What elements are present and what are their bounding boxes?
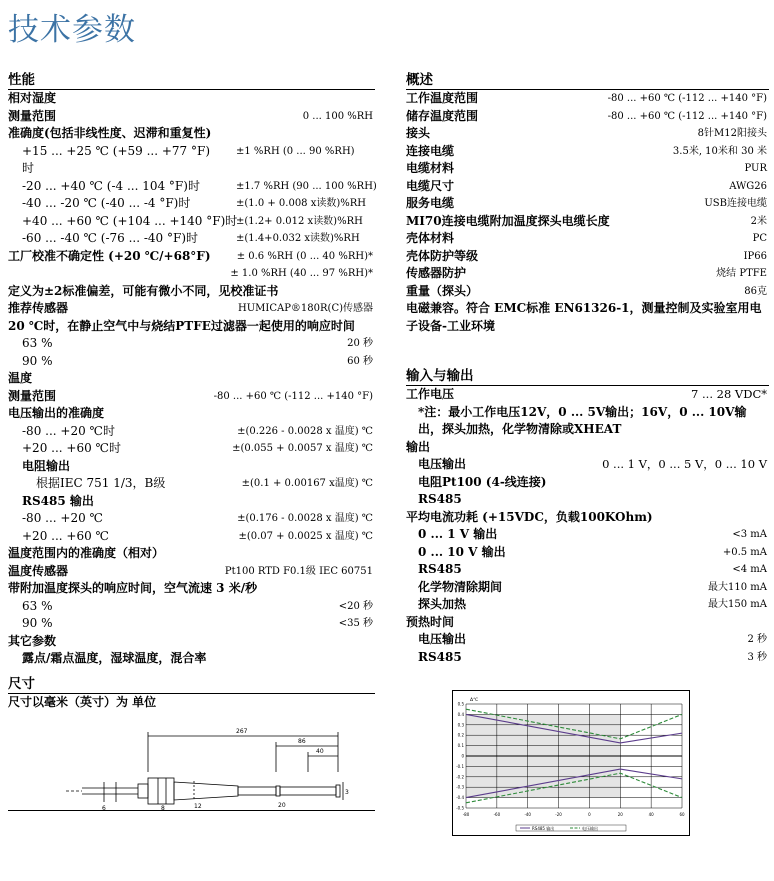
overview-row-label: 服务电缆 [406, 196, 455, 210]
rs-row-value: ±(0.07 + 0.0025 x 温度) ℃ [238, 530, 373, 542]
volt-out-value: 0 ... 1 V，0 ... 5 V，0 ... 10 V [602, 457, 767, 471]
rh-range-value: 0 ... 100 %RH [302, 110, 373, 122]
overview-row [406, 213, 769, 231]
overview-row-label: MI70连接电缆附加温度探头电缆长度 [406, 213, 610, 228]
factory-value-1: ± 0.6 %RH (0 ... 40 %RH)* [236, 250, 373, 262]
overview-row [406, 108, 769, 126]
rh-range-label: 测量范围 [8, 108, 57, 123]
emc-note: 电磁兼容。符合 EMC标准 EN61326-1，测量控制及实验室用电子设备-工业环境 [406, 301, 762, 333]
volt-row-label: -80 ... +20 ℃时 [22, 423, 115, 438]
chart-y-tick: 0 [461, 753, 464, 759]
overview-row-value: IP66 [743, 250, 767, 262]
power-row-value: +0.5 mA [722, 546, 767, 558]
overview-row-value: PUR [744, 163, 767, 174]
chart-y-tick: -0.5 [456, 805, 464, 811]
res-out-label: 电阻输出 [22, 458, 71, 473]
dim-20: 20 [278, 801, 286, 809]
probe-90-value: <35 秒 [338, 618, 373, 629]
dim-267: 267 [236, 727, 248, 735]
warmup-row [406, 631, 769, 649]
overview-row-label: 储存温度范围 [406, 108, 479, 123]
overview-header: 概述 [406, 70, 769, 90]
chart-x-tick: -60 [493, 812, 501, 817]
res-out: 电阻Pt100 (4-线连接) [418, 474, 547, 489]
power-row-label: 0 ... 10 V 输出 [418, 544, 506, 559]
warmup-row-value: 2 秒 [747, 634, 767, 645]
temp-range-label: 测量范围 [8, 388, 57, 403]
warmup-label: 预热时间 [406, 614, 455, 629]
overview-row [406, 230, 769, 248]
performance-section [8, 70, 375, 668]
response-label: 20 ℃时，在静止空气中与烧结PTFE过滤器一起使用的响应时间 [8, 318, 355, 333]
chart-y-tick: -0.3 [456, 784, 464, 790]
overview-row [406, 125, 769, 143]
chart-y-tick: 0.5 [457, 701, 464, 707]
chart-x-tick: 0 [588, 812, 591, 817]
accuracy-row-value: ±(1.2+ 0.012 x读数)%RH [236, 215, 363, 227]
power-row [406, 579, 769, 597]
accuracy-chart [452, 690, 690, 836]
overview-row [406, 160, 769, 178]
overview-row-value: 2米 [750, 215, 767, 227]
temp-sensor-value: Pt100 RTD F0.1级 IEC 60751 [224, 565, 373, 577]
volt-row [8, 423, 375, 441]
overview-section [406, 70, 769, 335]
power-row-value: 最大150 mA [708, 599, 767, 610]
resp-90-value: 60 秒 [347, 355, 373, 367]
overview-row [406, 195, 769, 213]
accuracy-row-value: ±(1.4+0.032 x读数)%RH [236, 233, 360, 244]
dimensions-section [8, 674, 375, 811]
chart-x-tick: 60 [679, 812, 685, 817]
volt-out-label: 电压输出 [418, 457, 467, 471]
overview-row-label: 工作温度范围 [406, 91, 479, 105]
accuracy-label: 准确度(包括非线性度、迟滞和重复性) [8, 126, 212, 140]
factory-value-2: ± 1.0 %RH (40 ... 97 %RH)* [230, 268, 373, 279]
res-row-label: 根据IEC 751 1/3，B级 [36, 476, 166, 490]
chart-ylabel: Δ℃ [470, 698, 479, 703]
probe-63-value: <20 秒 [338, 600, 373, 612]
overview-row [406, 143, 769, 161]
resp-90-label: 90 % [22, 353, 53, 368]
overview-row [406, 283, 769, 301]
power-row-value: 最大110 mA [708, 581, 767, 593]
overview-row-label: 壳体防护等级 [406, 248, 479, 263]
overview-row [406, 90, 769, 108]
overview-row-label: 重量（探头） [406, 283, 479, 298]
other-label: 其它参数 [8, 633, 57, 648]
rs485-out: RS485 [418, 492, 462, 506]
dimensions-subtitle: 尺寸以毫米（英寸）为 单位 [8, 695, 157, 709]
sensor-label: 推荐传感器 [8, 301, 69, 315]
temp-range-value: -80 ... +60 ℃ (-112 ... +140 °F) [213, 390, 373, 402]
dimensions-divider [8, 810, 375, 811]
volt-acc-label: 电压输出的准确度 [8, 406, 105, 420]
overview-row-value: 8针M12阳接头 [697, 128, 767, 139]
warmup-row [406, 649, 769, 667]
power-row-label: 化学物清除期间 [418, 579, 503, 594]
overview-row-label: 连接电缆 [406, 143, 455, 158]
overview-row-label: 电缆尺寸 [406, 178, 455, 193]
dim-6: 6 [102, 804, 106, 812]
overview-row [406, 265, 769, 283]
overview-row-value: USB连接电缆 [704, 198, 767, 209]
chart-y-tick: 0.3 [457, 722, 464, 728]
rs-row-label: +20 ... +60 ℃ [22, 528, 109, 543]
chart-x-tick: 40 [648, 812, 654, 817]
chart-y-tick: 0.4 [457, 711, 464, 717]
chart-y-tick: 0.1 [457, 743, 464, 749]
overview-row-label: 接头 [406, 126, 431, 140]
volt-row-label: +20 ... +60 ℃时 [22, 441, 121, 455]
accuracy-row-label: +40 ... +60 ℃ (+104 ... +140 °F)时 [22, 213, 238, 228]
dim-40: 40 [316, 747, 324, 755]
temp-sensor-label: 温度传感器 [8, 563, 69, 578]
sensor-value: HUMICAP®180R(C)传感器 [237, 303, 373, 314]
overview-row-label: 电缆材料 [406, 161, 455, 175]
rs-row [8, 510, 375, 528]
resp-63-value: 20 秒 [347, 338, 373, 349]
overview-row-value: PC [752, 233, 767, 244]
power-row [406, 544, 769, 562]
power-row [406, 561, 769, 579]
dim-12: 12 [194, 802, 202, 810]
overview-row-label: 壳体材料 [406, 231, 455, 245]
temp-heading: 温度 [8, 371, 33, 385]
overview-row-value: -80 ... +60 ℃ (-112 ... +140 °F) [607, 110, 767, 122]
dimension-drawing [8, 712, 375, 812]
factory-label: 工厂校准不确定性 (+20 ℃/+68°F) [8, 248, 211, 263]
accuracy-row [8, 195, 375, 213]
accuracy-row-value: ±1 %RH (0 ... 90 %RH) [236, 145, 355, 157]
warmup-row-label: RS485 [418, 649, 462, 664]
rs485-label: RS485 输出 [22, 493, 94, 508]
overview-row-value: -80 ... +60 ℃ (-112 ... +140 °F) [607, 93, 767, 104]
chart-x-tick: -80 [462, 812, 470, 817]
accuracy-row-label: -40 ... -20 ℃ (-40 ... -4 °F)时 [22, 196, 191, 210]
accuracy-row-value: ±(1.0 + 0.008 x读数)%RH [236, 198, 367, 209]
volt-row-value: ±(0.055 + 0.0057 x 温度) ℃ [232, 443, 373, 454]
accuracy-row-label: 时 [22, 161, 35, 175]
chart-x-tick: -20 [555, 812, 562, 817]
dim-3: 3 [345, 788, 349, 796]
other-value: 露点/霜点温度，湿球温度，混合率 [22, 651, 207, 665]
rs-row [8, 528, 375, 546]
chart-x-tick: 20 [617, 812, 623, 817]
dim-86: 86 [298, 737, 306, 745]
chart-y-tick: -0.1 [456, 763, 464, 769]
rh-heading: 相对湿度 [8, 91, 57, 105]
voltage-note: *注：最小工作电压12V，0 ... 5V输出；16V，0 ... 10V输出，探头加热，化学物清除或XHEAT [418, 404, 747, 436]
accuracy-row-label: -60 ... -40 ℃ (-76 ... -40 °F)时 [22, 231, 198, 245]
chart-legend-volt: 电压输出 [582, 826, 598, 831]
power-row-label: 探头加热 [418, 597, 467, 611]
chart-legend-rs485: RS485 输出 [532, 826, 555, 831]
power-row [406, 596, 769, 614]
rs-row-label: -80 ... +20 ℃ [22, 511, 103, 525]
overview-row-value: 3.5米, 10米和 30 米 [672, 145, 767, 157]
output-label: 输出 [406, 439, 431, 454]
probe-90-label: 90 % [22, 616, 53, 630]
page-title: 技术参数 [8, 12, 136, 48]
volt-row [8, 440, 375, 458]
probe-resp-label: 带附加温度探头的响应时间，空气流速 3 米/秒 [8, 581, 258, 595]
overview-row-value: 86克 [744, 285, 767, 297]
io-header: 输入与输出 [406, 366, 769, 386]
power-row-value: <3 mA [732, 529, 767, 540]
chart-y-tick: -0.4 [456, 795, 464, 801]
power-label: 平均电流功耗 (+15VDC，负载100KOhm) [406, 509, 653, 524]
power-row-value: <4 mA [732, 564, 767, 575]
probe-63-label: 63 % [22, 598, 53, 613]
overview-row-label: 传感器防护 [406, 266, 467, 280]
volt-row-value: ±(0.226 - 0.0028 x 温度) ℃ [237, 425, 373, 437]
chart-y-tick: 0.2 [457, 732, 464, 738]
res-row-value: ±(0.1 + 0.00167 x温度) ℃ [241, 478, 373, 489]
power-row [406, 526, 769, 544]
chart-y-tick: -0.2 [456, 774, 464, 780]
dimensions-header: 尺寸 [8, 674, 375, 694]
voltage-value: 7 ... 28 VDC* [691, 387, 767, 401]
accuracy-row-value: ±1.7 %RH (90 ... 100 %RH) [236, 180, 377, 192]
dim-8: 8 [161, 804, 165, 812]
accuracy-row [8, 143, 375, 161]
overview-row-value: AWG26 [729, 180, 767, 192]
overview-row-value: 烧结 PTFE [716, 268, 767, 279]
accuracy-row-label: -20 ... +40 ℃ (-4 ... 104 °F)时 [22, 178, 200, 193]
overview-row [406, 178, 769, 196]
overview-row [406, 248, 769, 266]
accuracy-row [8, 178, 375, 196]
definition-note: 定义为±2标准偏差，可能有微小不同，见校准证书 [8, 283, 279, 298]
voltage-label: 工作电压 [406, 387, 455, 401]
warmup-row-value: 3 秒 [747, 651, 767, 663]
io-section [406, 366, 769, 666]
performance-header: 性能 [8, 70, 375, 90]
power-row-label: 0 ... 1 V 输出 [418, 527, 498, 541]
resp-63-label: 63 % [22, 336, 53, 350]
chart-x-tick: -40 [524, 812, 531, 817]
accuracy-row-label: +15 ... +25 ℃ (+59 ... +77 °F) [22, 143, 210, 158]
acc-in-range: 温度范围内的准确度（相对） [8, 546, 165, 560]
power-row-label: RS485 [418, 562, 462, 576]
accuracy-row [8, 213, 375, 231]
accuracy-row [8, 230, 375, 248]
rs-row-value: ±(0.176 - 0.0028 x 温度) ℃ [237, 513, 373, 524]
warmup-row-label: 电压输出 [418, 632, 467, 646]
accuracy-row [8, 160, 375, 178]
